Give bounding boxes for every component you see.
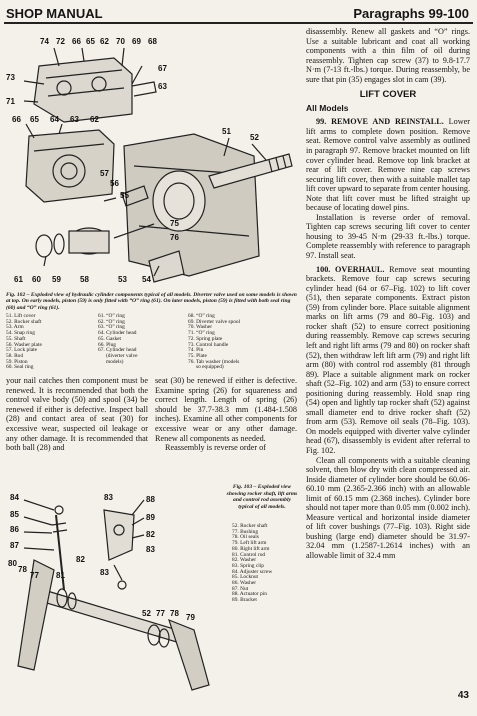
callout: 64 [50, 115, 59, 124]
paragraph-99-install: Installation is reverse order of removal. Tighten cap screws securing lift cover to center housing to 39-45 N·m (29-33 ft.-lbs.) torque. Complete reassembly with reference to paragraph 97. Install seat. [306, 212, 470, 261]
callout: 68 [148, 37, 157, 46]
paragraph-99-text: Lower lift arms to complete down position. Remove seat. Remove control valve assembly as outlined in paragraph 97. Remove bracket mounted on lift cover cylinder head. Remove top link bracket at rear of lift cover. Remove nine cap screws securing lift cover, then with a suitable mallet tap lift cover upward to separate from center housing. Note that lift cover must be lifted straight up because of locating dowel pins. [306, 117, 470, 213]
callout: 79 [186, 613, 195, 622]
callout: 80 [8, 559, 17, 568]
figure-103-legend [232, 524, 272, 604]
legend-item: 57. Lock plate [6, 347, 37, 354]
left-column [6, 376, 148, 453]
legend-item: 52. Rocker shaft [6, 318, 42, 325]
figure-103-drawing [4, 470, 226, 702]
callout: 83 [104, 493, 113, 502]
callout: 73 [6, 73, 15, 82]
callout: 63 [158, 82, 167, 91]
legend-item: so equipped) [196, 364, 224, 371]
callout: 70 [116, 37, 125, 46]
callout: 51 [222, 127, 231, 136]
paragraph-100 [306, 265, 470, 456]
callout: 71 [6, 97, 15, 106]
callout: 89 [146, 513, 155, 522]
legend-item: 88. Actuator pin [232, 591, 267, 598]
subheading: All Models [306, 102, 349, 113]
figure-102-drawing [4, 26, 300, 288]
legend-item: 76. Tab washer (models [188, 358, 240, 365]
legend-item: 72. Spring plate [188, 335, 223, 342]
legend-item: 64. Cylinder head [98, 330, 137, 337]
legend-item: (diverter valve [106, 352, 138, 359]
legend-item: models) [106, 358, 124, 365]
legend-item: 82. Washer [232, 557, 257, 564]
header-left: SHOP MANUAL [6, 6, 103, 21]
callout: 63 [70, 115, 79, 124]
callout: 77 [30, 571, 39, 580]
callout: 74 [40, 37, 49, 46]
callout: 56 [110, 179, 119, 188]
legend-item: 68. “O” ring [188, 313, 215, 319]
callout: 66 [72, 37, 81, 46]
callout: 87 [10, 541, 19, 550]
callout: 55 [120, 191, 129, 200]
legend-item: 67. Cylinder head [98, 347, 137, 354]
callout: 78 [18, 565, 27, 574]
middle-column [155, 376, 297, 453]
body-paragraph: your nail catches then component must be renewed. It is recommended that both the control valve body (50) and spool (34) be renewed if either is defective. Inspect ball (28) and contact area of seat (30) for excessive wear, suspected oil leakage or any other damage. It is recommended that both ball (28) and [6, 376, 148, 453]
header-rule [4, 22, 473, 24]
figure-102-legend-col3 [188, 314, 240, 371]
callout: 75 [170, 219, 179, 228]
callout: 84 [10, 493, 19, 502]
callout: 83 [100, 568, 109, 577]
legend-item: 61. “O” ring [98, 313, 125, 319]
legend-item: 52. Rocker shaft [232, 523, 268, 529]
paragraph-99 [306, 117, 470, 212]
figure-102-legend-col1 [6, 314, 42, 371]
legend-item: 86. Washer [232, 580, 257, 587]
legend-item: 71. “O” ring [188, 330, 215, 337]
callout: 53 [118, 275, 127, 284]
paragraph-99-title: 99. REMOVE AND REINSTALL. [316, 117, 444, 127]
callout: 86 [10, 525, 19, 534]
callout: 61 [14, 275, 23, 284]
legend-item: 74. Pin [188, 347, 204, 354]
legend-item: 59. Piston [6, 358, 28, 365]
callout: 66 [12, 115, 21, 124]
callout: 52 [250, 133, 259, 142]
callout: 62 [90, 115, 99, 124]
callout: 62 [100, 37, 109, 46]
callout: 88 [146, 495, 155, 504]
callout: 58 [80, 275, 89, 284]
legend-item: 70. Washer [188, 324, 213, 331]
legend-item: 56. Washer plate [6, 341, 42, 348]
legend-item: 60. Seal ring [6, 364, 34, 371]
legend-item: 77. Bushing [232, 528, 259, 535]
callout: 60 [32, 275, 41, 284]
legend-item: 84. Adjuster screw [232, 568, 273, 575]
callout: 59 [52, 275, 61, 284]
legend-item: 54. Snap ring [6, 330, 35, 337]
figure-102-caption: Fig. 102 – Exploded view of hydraulic cylinder components typical of all models. Diverter valve used on some models is shown at top. On early models, piston (59) is only fitted with “O” ring (61). On later models, piston (59) is fitted with both seal ring (60) and “O” ring (61). [6, 292, 297, 311]
callout: 85 [10, 510, 19, 519]
legend-item: 55. Shaft [6, 335, 26, 342]
legend-item: 63. “O” ring [98, 324, 125, 331]
legend-item: 66. Plug [98, 341, 116, 348]
callout: 82 [146, 530, 155, 539]
legend-item: 87. Nut [232, 585, 249, 592]
callout: 81 [56, 571, 65, 580]
section-heading: LIFT COVER [359, 89, 417, 101]
legend-item: 69. Diverter valve spool [188, 318, 241, 325]
legend-item: 85. Locknut [232, 574, 259, 581]
legend-item: 83. Spring clip [232, 562, 264, 569]
callout: 82 [76, 555, 85, 564]
callout: 83 [146, 545, 155, 554]
legend-item: 80. Right lift arm [232, 545, 270, 552]
right-column [306, 27, 470, 561]
legend-item: 65. Gasket [98, 335, 122, 342]
callout: 65 [30, 115, 39, 124]
body-paragraph: disassembly. Renew all gaskets and “O” rings. Use a suitable lubricant and coat all working components with a thin film of oil during reassembly. Tighten cap screw (37) to 9.8-17.7 N·m (7-13 ft.-lbs.) torque. During reassembly, be sure that pin (35) engages slot in cam (39). [306, 27, 470, 84]
callout: 76 [170, 233, 179, 242]
figure-102-legend-col2 [98, 314, 138, 365]
body-paragraph: Reassembly is reverse order of [165, 443, 266, 453]
figure-103-caption: Fig. 103 – Exploded view showing rocker shaft, lift arms and control rod assembly typical of all models. [226, 484, 298, 510]
paragraph-100-text: Remove seat mounting brackets. Remove four cap screws securing cylinder head (64 or 67–Fig. 102) to lift cover (51), then separate components. Extract piston (59) from cylinder bore. Place suitable alignment marks on lift arms (79 and 80–Fig. 103) and rocker shaft (52) to ensure correct positioning during reassembly. Remove cap screws securing left and right lift arms (79 and 80) on rocker shaft (52), then withdraw left lift arm (79) and right lift arm (80) with control rod assembly (81 through 89). Place a suitable alignment mark on rocker shaft (52–Fig. 102) and arm (53) to ensure correct positioning during reassembly. Hold snap ring (54) open and lightly tap rocker shaft (52) against small diameter end to drive rocker shaft (52) from arm (53). Remove oil seals (78–Fig. 103). On models equipped with diverter valve cylinder head (67), disassembly is evident after referral to Fig. 102. [306, 264, 471, 455]
legend-item: 51. Lift cover [6, 313, 36, 319]
figure-103-illustration [4, 470, 226, 702]
legend-item: 73. Control handle [188, 341, 229, 348]
paragraph-100-title: 100. OVERHAUL. [316, 264, 385, 274]
legend-item: 58. Rod [6, 352, 24, 359]
body-paragraph: seat (30) be renewed if either is defective. Examine spring (26) for squareness and correct length. Length of spring (26) should be 37.7-38.3 mm (1.484-1.508 inches). Examine all other components for excessive wear or any other damage. Renew all components as needed. [155, 376, 297, 443]
page-number: 43 [457, 690, 469, 701]
callout: 65 [86, 37, 95, 46]
figure-102-illustration [4, 26, 300, 288]
header-right: Paragraphs 99-100 [353, 6, 469, 21]
callout: 69 [132, 37, 141, 46]
callout: 67 [158, 64, 167, 73]
callout: 72 [56, 37, 65, 46]
legend-item: 79. Left lift arm [232, 540, 267, 547]
callout: 78 [170, 609, 179, 618]
callout: 57 [100, 169, 109, 178]
paragraph-100-clean: Clean all components with a suitable cleaning solvent, then blow dry with clean compressed air. Inside diameter of cylinder bore should be 60.06-60.10 mm (2.365-2.366 inch) with an allowable limit of 60.15 mm (2.368 inches). Cylinder bore should not taper more than 0.05 mm (0.002 inch). Measure vertical and horizontal inside diameter of lift cover bushings (77–Fig. 103). Right side bushing (large end) diameter should be 31.97-32.04 mm (1.2587-1.2614 inches) with an allowable limit of 32.4 mm [306, 455, 470, 560]
legend-item: 89. Bracket [232, 597, 257, 604]
legend-item: 81. Control rod [232, 551, 266, 558]
legend-item: 53. Arm [6, 324, 24, 331]
callout: 77 [156, 609, 165, 618]
legend-item: 78. Oil seals [232, 534, 259, 541]
legend-item: 75. Plate [188, 352, 207, 359]
callout: 52 [142, 609, 151, 618]
callout: 54 [142, 275, 151, 284]
legend-item: 62. “O” ring [98, 318, 125, 325]
